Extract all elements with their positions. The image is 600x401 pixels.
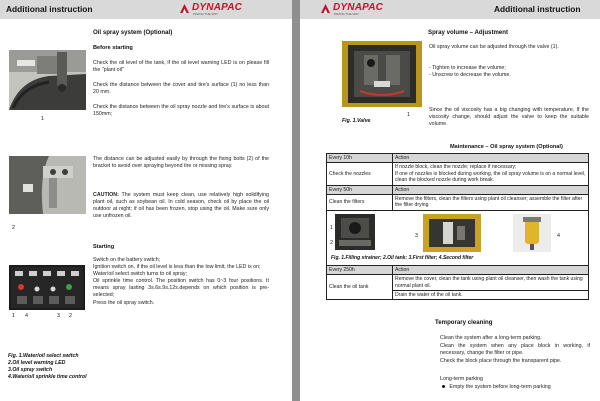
caution-paragraph: [93, 192, 269, 220]
action-line: If nozzle block, clean the nozzle; replace if necessary;: [395, 164, 517, 171]
left-header-title: Additional instruction: [6, 4, 93, 14]
viscosity-text: Since the oil viscosity has a big changing with temperature, If the viscosity change, should adjust the valve to keep the suitable volume.: [429, 107, 589, 128]
caution-label: CAUTION:: [93, 192, 119, 198]
caption-line: 4.Water/oil sprinkle time control: [8, 374, 87, 380]
temporary-line-3: Check the block place through the transparent pipe.: [440, 358, 562, 364]
left-page-header: [0, 0, 292, 19]
spray-volume-text: Oil spray volume can be adjusted through the valve (1).: [429, 44, 559, 50]
bracket-bolts-photo: [9, 156, 86, 214]
interval-cell: Every 10h: [327, 154, 393, 163]
panel-marker-2: 2: [69, 313, 72, 319]
starting-steps: [93, 257, 269, 307]
right-page: [300, 0, 600, 401]
valve-marker-1: 1: [407, 112, 410, 118]
table-row: [327, 275, 589, 291]
table-row: [327, 265, 589, 274]
caution-text: The system must keep clean, use relatively high solidifying plant oil, such as soybean oil. In cold season, check oil by place the oil outdoor at night; if oil has been frozen, stop using the oil. Make sure only use unfrozen oil.: [93, 192, 269, 220]
action-header: Action: [393, 154, 589, 163]
nozzle-bracket-photo: [9, 50, 86, 110]
task-cell: Clean the oil tank: [327, 275, 393, 300]
oil-spray-section-title: Oil spray system (Optional): [93, 29, 173, 36]
dynapac-logo-icon: [179, 3, 190, 14]
before-starting-heading: Before starting: [93, 45, 133, 51]
second-filter-photo: [513, 214, 551, 252]
bullet-icon: [442, 385, 445, 388]
right-page-header: [300, 0, 600, 19]
interval-cell: Every 250h: [327, 265, 393, 274]
action-header: Action: [393, 265, 589, 274]
action-cell: Remove the cover, clean the tank using plant oil cleanser, then wash the tank using normal plant oil.: [393, 275, 589, 291]
starting-step: Switch on the battery switch;: [93, 257, 161, 263]
bullet-text: Empty the system before long-term parking: [449, 384, 551, 390]
dynapac-logo: [179, 2, 249, 17]
starting-step: Oil sprinkle time control. The position switch has 0~3 four positions. It means spray lasting 3s.6s.9s.12s.depends on which position is pre-selected;: [93, 278, 269, 299]
action-cell: Remove the filters, clean the filters using plant oil cleanser; assemble the filter after the filter drying: [393, 195, 589, 211]
caption-line: 2.Oil level warning LED: [8, 360, 66, 366]
figure-marker-2: 2: [330, 239, 333, 246]
starting-step: Ignition switch on, if the oil level is less than the low limit, the LED is on;: [93, 264, 261, 271]
caption-line: 3.Oil spray switch: [8, 367, 53, 373]
filling-strainer-photo: [335, 214, 375, 250]
starting-heading: Starting: [93, 244, 115, 250]
first-filter-photo: [423, 214, 481, 252]
maintenance-table: [326, 153, 589, 300]
table-row: [327, 210, 589, 265]
long-term-bullet: [440, 384, 598, 391]
brand-name: DYNAPAC: [192, 2, 243, 13]
temporary-line-2: Clean the system when any place block in working, if necessary, change the filter or pipe.: [440, 343, 590, 357]
starting-step: Press the oil spray switch.: [93, 299, 155, 306]
temporary-cleaning-heading: Temporary cleaning: [435, 319, 493, 326]
action-cell: [393, 163, 589, 185]
panel-marker-4: 4: [25, 313, 28, 319]
check-oil-level-text: Check the oil level of the tank, if the oil level warning LED is on please fill the "plant oil": [93, 60, 269, 74]
marker-1: 1: [41, 116, 44, 122]
check-nozzle-distance-text: Check the distance between the oil spray nozzle and tire's surface is about 150mm;: [93, 104, 269, 118]
figure-marker-3: 3: [415, 232, 418, 239]
action-header: Action: [393, 185, 589, 194]
page-gutter: [292, 0, 300, 401]
right-header-title: Additional instruction: [494, 4, 581, 14]
figure-marker-4: 4: [557, 232, 560, 239]
check-cover-distance-text: Check the distance between the cover and tire's surface (1) no less than 20 mm.: [93, 82, 269, 96]
caption-line: Fig. 1.Water/oil select switch: [8, 353, 79, 359]
control-panel-photo: [9, 265, 85, 310]
maintenance-title: Maintenance – Oil spray system (Optional): [450, 144, 563, 150]
brand-tagline: PAVING THE WAY: [193, 12, 219, 16]
action-cell: Drain the water of the oil tank.: [393, 291, 589, 300]
table-row: [327, 163, 589, 185]
table-row: [327, 195, 589, 211]
temporary-line-1: Clean the system after a long-term parking.: [440, 335, 542, 341]
brand-name: DYNAPAC: [333, 2, 384, 13]
left-page: [0, 0, 292, 401]
interval-cell: Every 50h: [327, 185, 393, 194]
bracket-adjust-text: The distance can be adjusted easily by through the fixing bolts (2) of the bracket to avoid over spraying beyond tire or missing spray.: [93, 156, 269, 170]
spray-volume-heading: Spray volume – Adjustment: [428, 29, 509, 36]
table-row: [327, 154, 589, 163]
dynapac-logo-icon: [320, 3, 331, 14]
filter-figure-caption: Fig. 1.Filling strainer; 2.Oil tank; 3.First filter; 4.Second filter: [331, 254, 474, 261]
task-cell: Clean the filters: [327, 195, 393, 211]
panel-marker-3: 3: [57, 313, 60, 319]
action-line: If one of nozzles is blocked during working, the oil spray volume is on a normal level, clean the blocked nozzle during work break.: [395, 170, 586, 184]
task-cell: Check the nozzles: [327, 163, 393, 185]
marker-2: 2: [12, 225, 15, 231]
unscrew-text: - Unscrew to decrease the volume.: [429, 72, 511, 78]
control-panel-caption: [8, 353, 87, 381]
figure-marker-1: 1: [330, 224, 333, 231]
starting-step: Water/oil select switch turns to oil spray;: [93, 271, 188, 278]
table-row: [327, 185, 589, 194]
dynapac-logo: [320, 2, 390, 17]
filter-figure-cell: [327, 210, 589, 265]
tighten-text: - Tighten to increase the volume;: [429, 65, 506, 71]
panel-marker-1: 1: [12, 313, 15, 319]
valve-caption: Fig. 1.Valve: [342, 118, 371, 124]
long-term-parking-label: Long-term parking: [440, 376, 483, 382]
valve-photo: [342, 41, 422, 107]
brand-tagline: PAVING THE WAY: [334, 12, 360, 16]
